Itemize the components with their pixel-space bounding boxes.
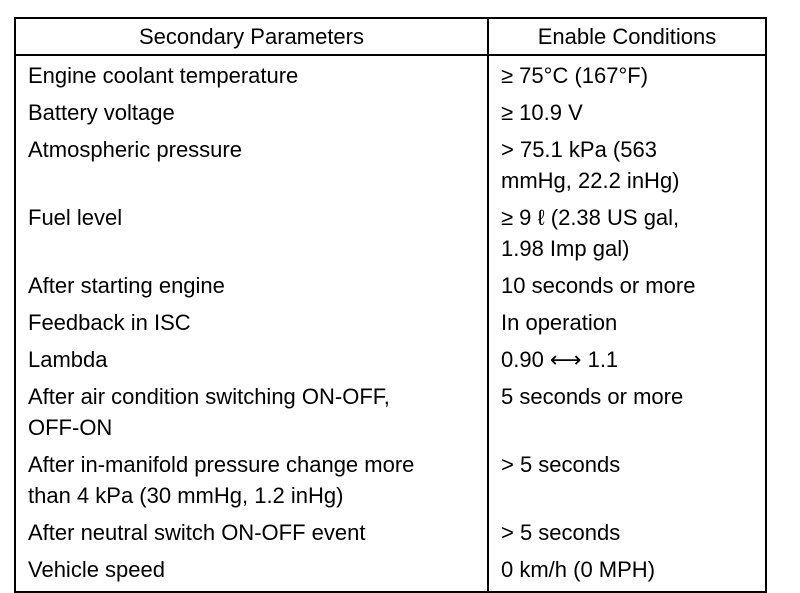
table-row xyxy=(15,341,766,378)
parameter-cell: Lambda xyxy=(15,341,488,378)
table-row xyxy=(15,304,766,341)
parameter-cell: Engine coolant temperature xyxy=(15,55,488,94)
condition-cell: ≥ 10.9 V xyxy=(501,100,583,125)
table-row xyxy=(15,378,766,446)
parameter-cell: After starting engine xyxy=(15,267,488,304)
table-row xyxy=(15,551,766,592)
parameter-cell: Fuel level xyxy=(15,199,488,267)
condition-cell: > 75.1 kPa (563 mmHg, 22.2 inHg) xyxy=(501,137,680,193)
condition-cell: 0 km/h (0 MPH) xyxy=(501,557,656,582)
parameter-cell: After neutral switch ON-OFF event xyxy=(15,514,488,551)
parameter-cell: Atmospheric pressure xyxy=(15,131,488,199)
table-row xyxy=(15,131,766,199)
parameter-cell: Feedback in ISC xyxy=(15,304,488,341)
table-row xyxy=(15,446,766,514)
parameter-cell: Vehicle speed xyxy=(15,551,488,592)
condition-cell: 5 seconds or more xyxy=(501,384,684,409)
parameter-cell: Battery voltage xyxy=(15,94,488,131)
condition-cell: In operation xyxy=(501,310,618,335)
header-secondary-parameters: Secondary Parameters xyxy=(15,18,488,55)
table-row xyxy=(15,199,766,267)
header-enable-conditions: Enable Conditions xyxy=(488,18,766,55)
condition-cell: ≥ 75°C (167°F) xyxy=(501,63,649,88)
table-row xyxy=(15,55,766,94)
condition-cell: > 5 seconds xyxy=(501,520,621,545)
enable-conditions-table xyxy=(14,17,767,593)
condition-cell: > 5 seconds xyxy=(501,452,621,477)
parameter-cell: After in-manifold pressure change more than 4 kPa (30 mmHg, 1.2 inHg) xyxy=(15,446,488,514)
condition-cell: 0.90 ⟷ 1.1 xyxy=(501,347,619,372)
condition-cell: 10 seconds or more xyxy=(501,273,696,298)
table-row xyxy=(15,267,766,304)
parameter-cell: After air condition switching ON-OFF, OFF-ON xyxy=(15,378,488,446)
table-row xyxy=(15,94,766,131)
table-body xyxy=(15,55,766,592)
table-row xyxy=(15,514,766,551)
condition-cell: ≥ 9 ℓ (2.38 US gal, 1.98 Imp gal) xyxy=(501,205,680,261)
table-header-row xyxy=(15,18,766,55)
